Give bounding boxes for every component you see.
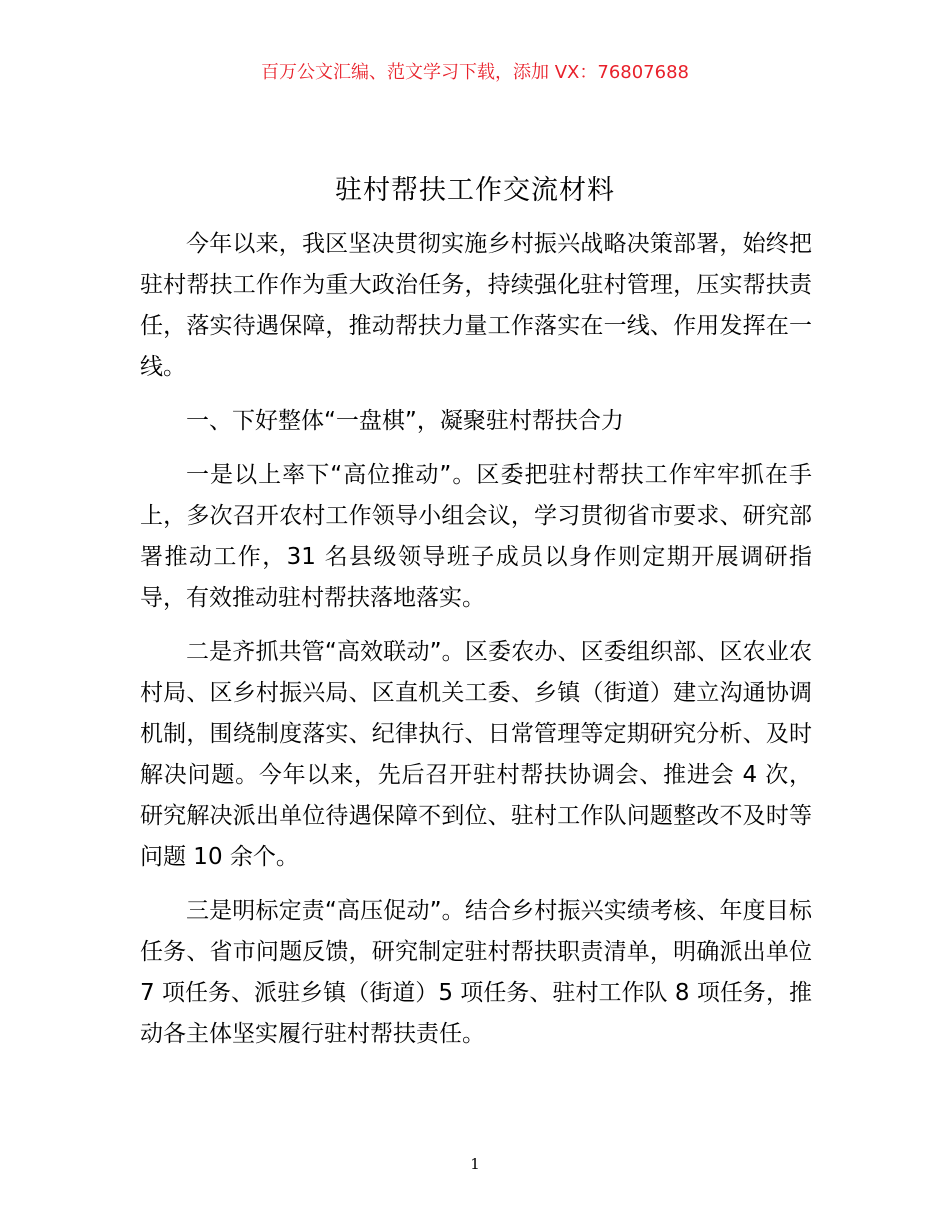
intro-paragraph: 今年以来，我区坚决贯彻实施乡村振兴战略决策部署，始终把驻村帮扶工作作为重大政治任务，持续强化驻村管理，压实帮扶责任，落实待遇保障，推动帮扶力量工作落实在一线、作用发挥在一线。	[140, 231, 812, 380]
header-watermark-note: 百万公文汇编、范文学习下载，添加 VX：76807688	[261, 62, 689, 83]
body-paragraph-1: 一是以上率下“高位推动”。区委把驻村帮扶工作牢牢抓在手上，多次召开农村工作领导小组会议，学习贯彻省市要求、研究部署推动工作，31 名县级领导班子成员以身作则定期开展调研指导，有效推动驻村帮扶落地落实。	[140, 462, 812, 611]
body-paragraph-2: 二是齐抓共管“高效联动”。区委农办、区委组织部、区农业农村局、区乡村振兴局、区直机关工委、乡镇（街道）建立沟通协调机制，围绕制度落实、纪律执行、日常管理等定期研究分析、及时解决问题。今年以来，先后召开驻村帮扶协调会、推进会 4 次，研究解决派出单位待遇保障不到位、驻村工作队问题整改不及时等问题 10 余个。	[140, 639, 812, 870]
page-number: 1	[470, 1155, 480, 1173]
document-title: 驻村帮扶工作交流材料	[335, 175, 615, 206]
section-heading: 一、下好整体“一盘棋”，凝聚驻村帮扶合力	[186, 408, 624, 434]
body-paragraph-3: 三是明标定责“高压促动”。结合乡村振兴实绩考核、年度目标任务、省市问题反馈，研究制定驻村帮扶职责清单，明确派出单位 7 项任务、派驻乡镇（街道）5 项任务、驻村工作队 8 项任务，推动各主体坚实履行驻村帮扶责任。	[140, 898, 812, 1047]
document-body	[140, 224, 812, 1068]
